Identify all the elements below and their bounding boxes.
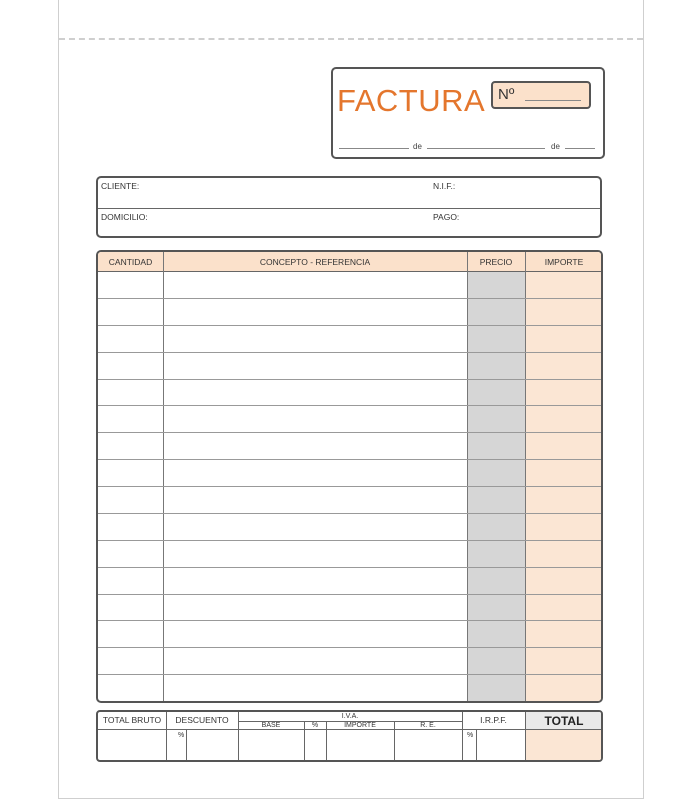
invoice-number-field[interactable] [491,81,591,109]
client-divider [98,208,600,209]
table-row-line [98,647,601,648]
total-bruto-label: TOTAL BRUTO [102,715,162,725]
pago-label: PAGO: [433,212,460,222]
table-row-line [98,567,601,568]
iva-label: I.V.A. [341,713,359,720]
table-row-line [98,379,601,380]
col-header-concepto: CONCEPTO - REFERENCIA [259,257,371,267]
iva-importe-label: IMPORTE [344,722,376,729]
table-row-line [98,405,601,406]
table-row-line [98,432,601,433]
table-row-line [98,594,601,595]
iva-re-label: R. E. [420,722,436,729]
table-row-line [98,352,601,353]
irpf-pct-sign: % [467,732,474,739]
invoice-header-box [331,67,605,159]
date-de-label-1: de [413,142,422,151]
invoice-date-row [339,137,597,151]
col-divider-2 [467,252,468,701]
invoice-number-label: Nº [498,86,515,103]
col-header-importe: IMPORTE [544,257,584,267]
items-table [96,250,603,703]
totals-box [96,710,603,762]
table-row-line [98,325,601,326]
client-info-box [96,176,602,238]
table-row-line [98,620,601,621]
irpf-pct-divider [476,729,477,760]
descuento-pct-divider [186,729,187,760]
importe-column-fill [525,252,603,701]
table-row-line [98,486,601,487]
invoice-title: FACTURA [337,83,486,118]
date-year-line[interactable] [565,148,595,149]
domicilio-label: DOMICILIO: [101,212,148,222]
descuento-pct-sign: % [178,732,185,739]
invoice-sheet [58,0,644,799]
date-day-line[interactable] [339,148,409,149]
table-row-line [98,540,601,541]
cliente-label: CLIENTE: [101,181,140,191]
date-de-label-2: de [551,142,560,151]
nif-label: N.I.F.: [433,181,456,191]
table-row-line [98,459,601,460]
iva-pct-label: % [311,722,319,729]
col-divider-3 [525,252,526,701]
col-divider-1 [163,252,164,701]
iva-base-label: BASE [261,722,281,729]
irpf-label: I.R.P.F. [480,715,507,725]
total-label: TOTAL [544,714,584,728]
invoice-number-line [525,100,581,101]
col-header-precio: PRECIO [479,257,513,267]
descuento-label: DESCUENTO [175,715,229,725]
table-row-line [98,298,601,299]
table-row-line [98,674,601,675]
tear-line [59,38,643,40]
date-month-line[interactable] [427,148,545,149]
col-header-cantidad: CANTIDAD [108,257,153,267]
table-row-line [98,513,601,514]
precio-column-fill [467,252,525,701]
